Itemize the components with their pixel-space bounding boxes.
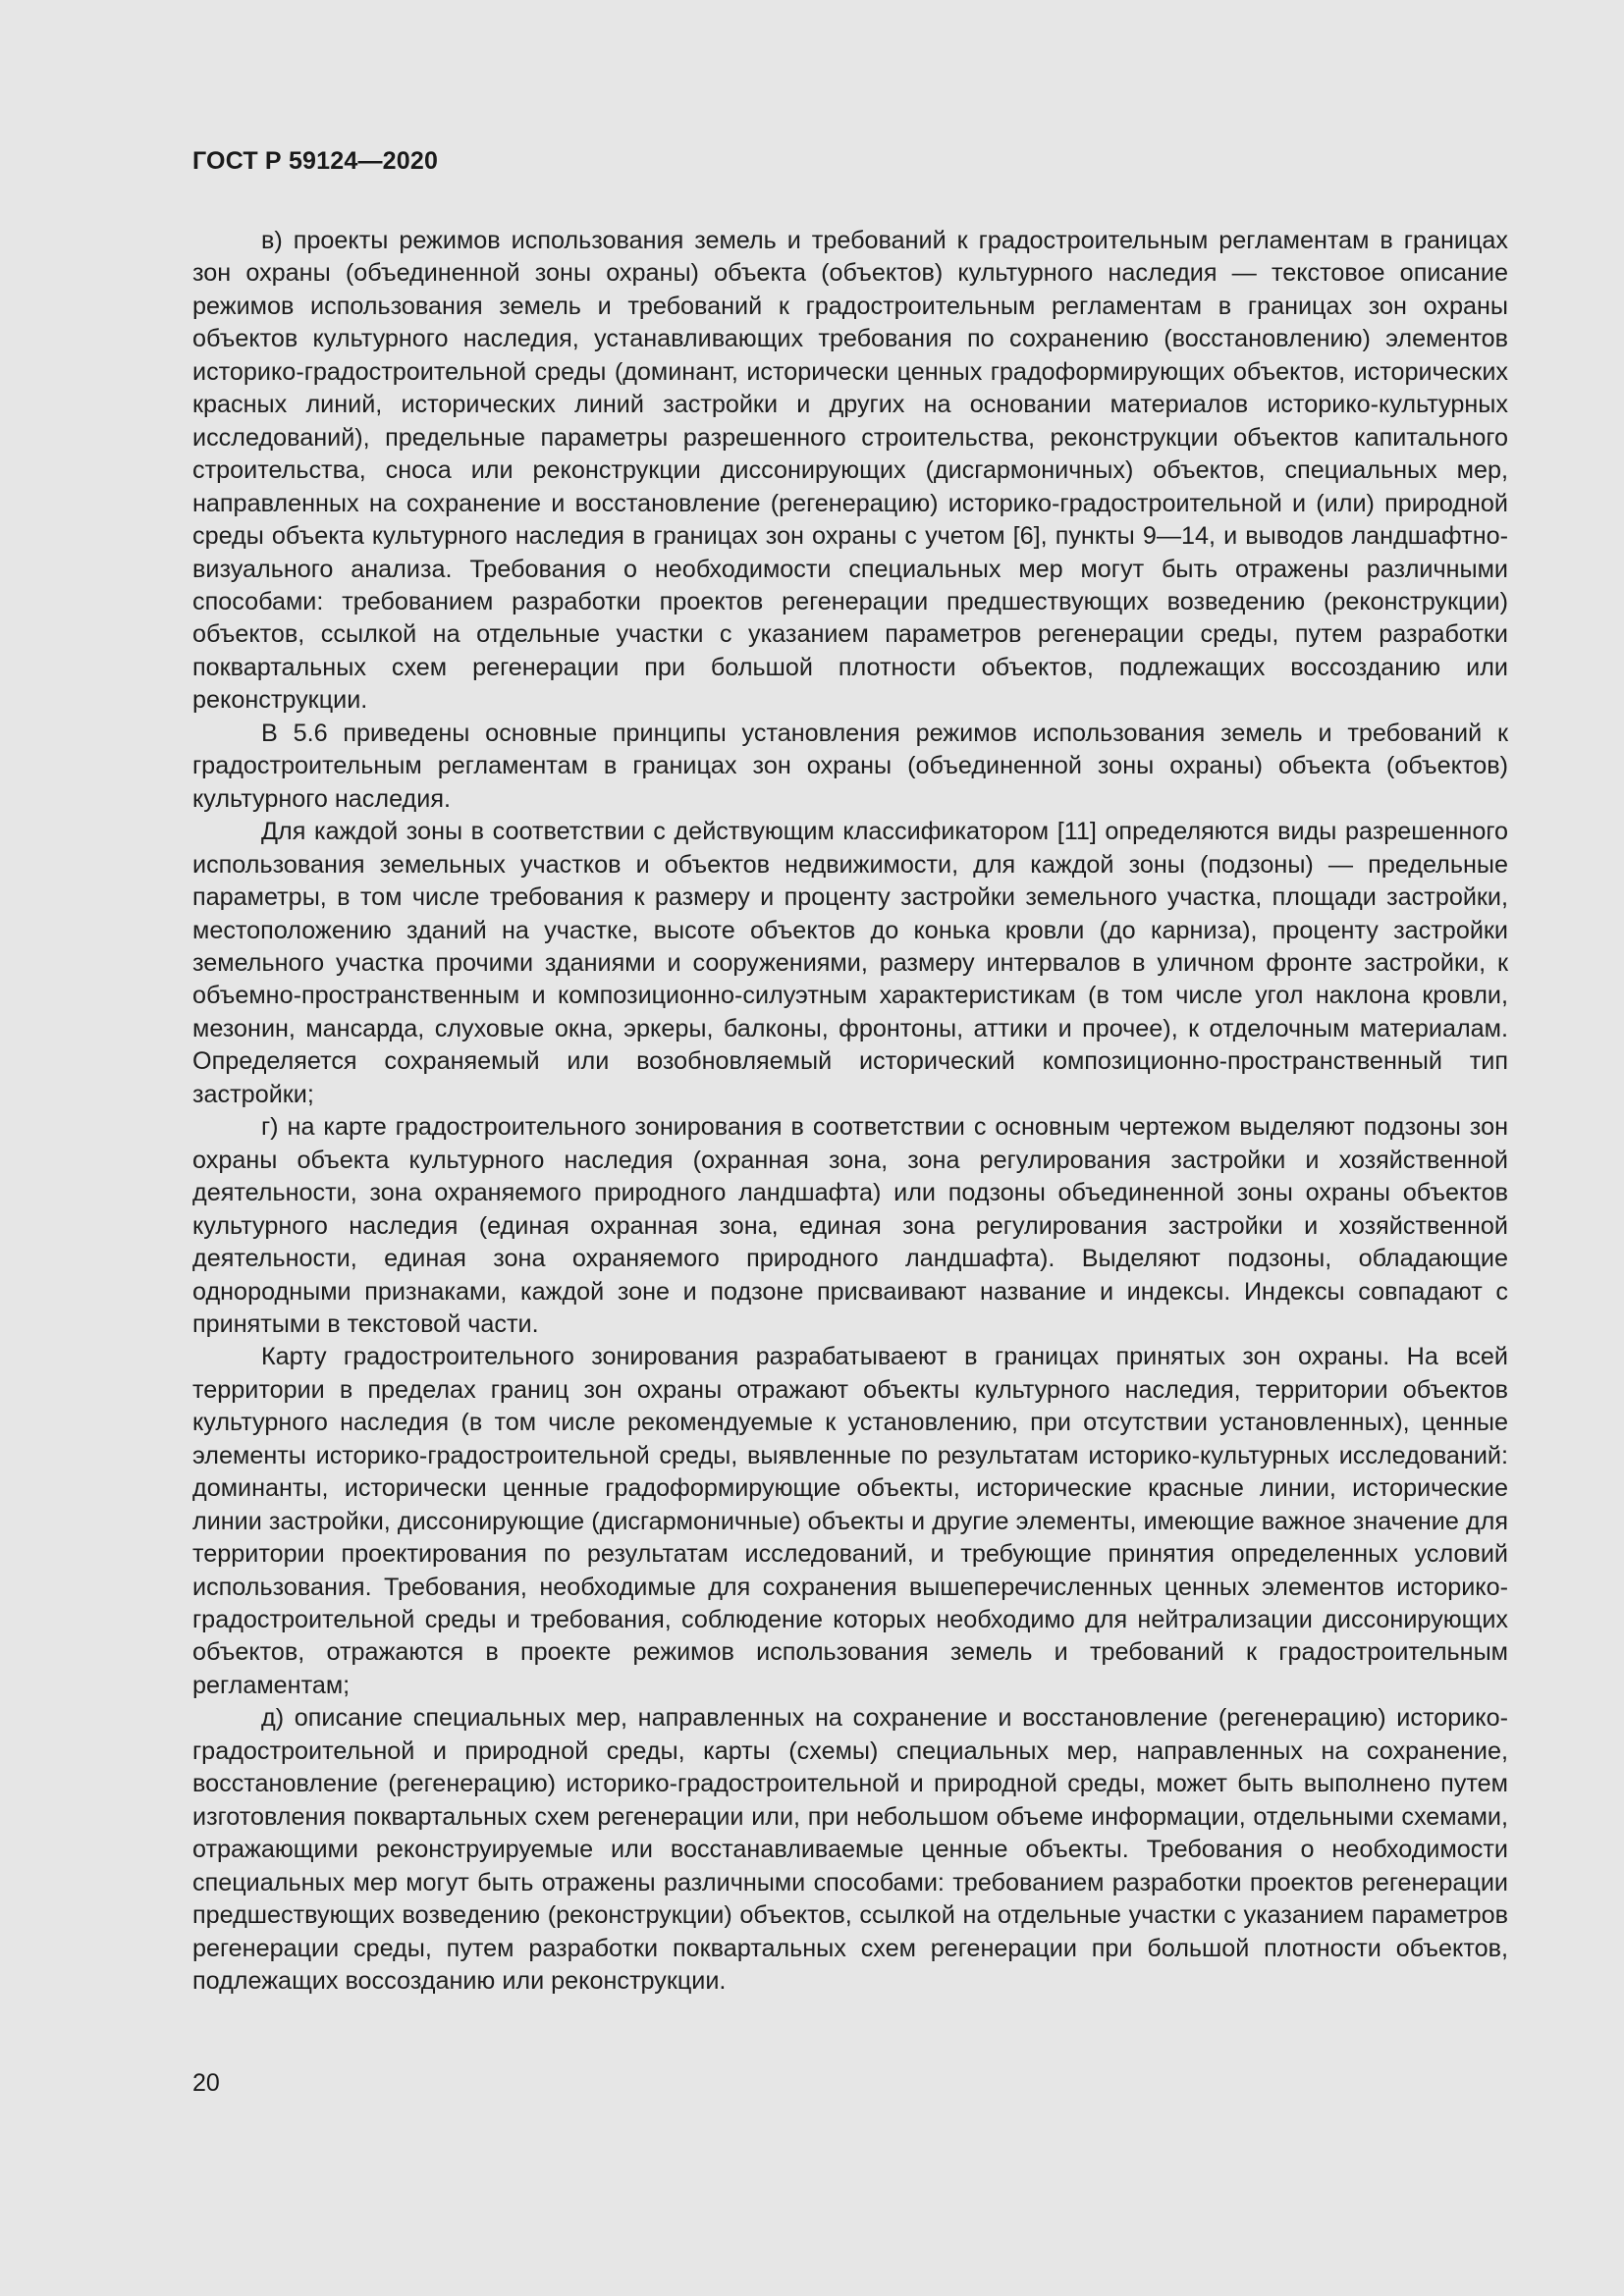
paragraph-v: в) проекты режимов использования земель и требований к градостроительным регламентам в границах зон охраны (объединенной зоны охраны) объекта (объектов) культурного наследия — текстовое описание режимов использования земель и требований к градостроительным регламентам в границах зон охраны объектов культурного наследия, устанавливающих требования по сохранению (восстановлению) элементов историко-градостроительной среды (доминант, исторически ценных градоформирующих объектов, исторических красных линий, исторических линий застройки и других на основании материалов историко-культурных исследований), предельные параметры разрешенного строительства, реконструкции объектов капитального строительства, сноса или реконструкции диссонирующих (дисгармоничных) объектов, специальных мер, направленных на сохранение и восстановление (регенерацию) историко-градостроительной и (или) природной среды объекта культурного наследия в границах зон охраны с учетом [6], пункты 9—14, и выводов ландшафтно-визуального анализа. Требования о необходимости специальных мер могут быть отражены различными способами: требованием разработки проектов регенерации предшествующих возведению (реконструкции) объектов, ссылкой на отдельные участки с указанием параметров регенерации среды, путем разработки поквартальных схем регенерации при большой плотности объектов, подлежащих воссозданию или реконструкции. (192, 227, 1508, 715)
paragraph-zone-params: Для каждой зоны в соответствии с действующим классификатором [11] определяются виды разрешенного использования земельных участков и объектов недвижимости, для каждой зоны (подзоны) — предельные параметры, в том числе требования к размеру и проценту застройки земельного участка, площади застройки, местоположению зданий на участке, высоте объектов до конька кровли (до карниза), проценту застройки земельного участка прочими зданиями и сооружениями, размеру интервалов в уличном фронте застройки, к объемно-пространственным и композиционно-силуэтным характеристикам (в том числе угол наклона кровли, мезонин, мансарда, слуховые окна, эркеры, балконы, фронтоны, аттики и прочее), к отделочным материалам. Определяется сохраняемый или возобновляемый исторический композиционно-пространственный тип застройки; (192, 818, 1508, 1108)
document-body (192, 225, 1508, 1998)
document-header: ГОСТ Р 59124—2020 (192, 147, 439, 175)
paragraph-g: г) на карте градостроительного зонирования в соответствии с основным чертежом выделяют подзоны зон охраны объекта культурного наследия (охранная зона, зона регулирования застройки и хозяйственной деятельности, зона охраняемого природного ландшафта) или подзоны объединенной зоны охраны объектов культурного наследия (единая охранная зона, единая зона регулирования застройки и хозяйственной деятельности, единая зона охраняемого природного ландшафта). Выделяют подзоны, обладающие однородными признаками, каждой зоне и подзоне присваивают название и индексы. Индексы совпадают с принятыми в текстовой части. (192, 1113, 1508, 1338)
page-number: 20 (192, 2069, 220, 2097)
paragraph-zoning-map: Карту градостроительного зонирования разрабатываеют в границах принятых зон охраны. На всей территории в пределах границ зон охраны отражают объекты культурного наследия, территории объектов культурного наследия (в том числе рекомендуемые к установлению, при отсутствии установленных), ценные элементы историко-градостроительной среды, выявленные по результатам историко-культурных исследований: доминанты, исторически ценные градоформирующие объекты, исторические красные линии, исторические линии застройки, диссонирующие (дисгармоничные) объекты и другие элементы, имеющие важное значение для территории проектирования по результатам исследований, и требующие принятия определенных условий использования. Требования, необходимые для сохранения вышеперечисленных ценных элементов историко-градостроительной среды и требования, соблюдение которых необходимо для нейтрализации диссонирующих объектов, отражаются в проекте режимов использования земель и требований к градостроительным регламентам; (192, 1343, 1508, 1699)
paragraph-d: д) описание специальных мер, направленных на сохранение и восстановление (регенерацию) историко-градостроительной и природной среды, карты (схемы) специальных мер, направленных на сохранение, восстановление (регенерацию) историко-градостроительной и природной среды, может быть выполнено путем изготовления поквартальных схем регенерации или, при небольшом объеме информации, отдельными схемами, отражающими реконструируемые или восстанавливаемые ценные объекты. Требования о необходимости специальных мер могут быть отражены различными способами: требованием разработки проектов регенерации предшествующих возведению (реконструкции) объектов, ссылкой на отдельные участки с указанием параметров регенерации среды, путем разработки поквартальных схем регенерации при большой плотности объектов, подлежащих воссозданию или реконструкции. (192, 1704, 1508, 1996)
paragraph-ref-5-6: В 5.6 приведены основные принципы установления режимов использования земель и требований к градостроительным регламентам в границах зон охраны (объединенной зоны охраны) объекта (объектов) культурного наследия. (192, 719, 1508, 813)
